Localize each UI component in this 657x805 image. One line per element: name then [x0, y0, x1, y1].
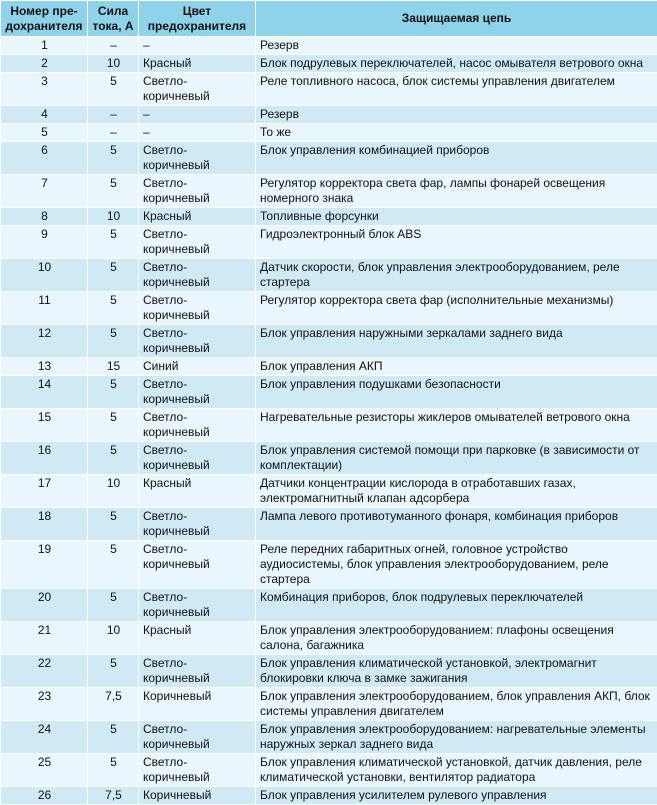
fuse-number-cell: 20 [1, 589, 88, 622]
fuse-number-cell: 1 [1, 37, 88, 55]
fuse-number-cell: 9 [1, 226, 88, 259]
current-cell: 10 [88, 55, 139, 73]
current-cell: 5 [88, 292, 139, 325]
fuse-color-cell: Светло-коричневый [139, 175, 256, 208]
fuse-color-cell: Светло-коричневый [139, 508, 256, 541]
table-row [1, 541, 657, 589]
fuse-color-cell: Светло-коричневый [139, 721, 256, 754]
current-cell: 15 [88, 358, 139, 376]
fuse-color-cell: Светло-коричневый [139, 325, 256, 358]
table-row [1, 508, 657, 541]
fuse-color-cell: Светло-коричневый [139, 226, 256, 259]
table-row [1, 37, 657, 55]
protected-circuit-cell: Датчики концентрации кислорода в отработавших газах, электромагнитный клапан адсорбера [256, 475, 657, 508]
current-cell: 5 [88, 442, 139, 475]
table-row [1, 721, 657, 754]
fuse-color-cell: – [139, 106, 256, 124]
current-cell: 5 [88, 754, 139, 787]
current-cell: 5 [88, 325, 139, 358]
protected-circuit-cell: Блок управления климатической установкой, электромагнит блокировки ключа в замке зажигания [256, 655, 657, 688]
fuse-number-cell: 23 [1, 688, 88, 721]
fuse-color-cell: Красный [139, 475, 256, 508]
current-cell: 10 [88, 622, 139, 655]
fuse-number-cell: 21 [1, 622, 88, 655]
fuse-number-cell: 3 [1, 73, 88, 106]
fuse-number-cell: 2 [1, 55, 88, 73]
table-row [1, 325, 657, 358]
protected-circuit-cell: Блок управления климатической установкой, датчик давления, реле климатической установки, вентилятор радиатора [256, 754, 657, 787]
protected-circuit-cell: Блок управления системой помощи при парковке (в зависимости от комплектации) [256, 442, 657, 475]
table-row [1, 106, 657, 124]
table-row [1, 589, 657, 622]
fuse-number-cell: 24 [1, 721, 88, 754]
current-cell: 5 [88, 589, 139, 622]
protected-circuit-cell: Гидроэлектронный блок ABS [256, 226, 657, 259]
table-row [1, 688, 657, 721]
current-cell: 10 [88, 475, 139, 508]
table-row [1, 655, 657, 688]
fuse-number-cell: 15 [1, 409, 88, 442]
fuse-color-cell: Коричневый [139, 688, 256, 721]
header-fuse-number-label: Номер пре- дохранителя [5, 4, 82, 33]
fuse-color-cell: Светло-коричневый [139, 73, 256, 106]
fuse-number-cell: 22 [1, 655, 88, 688]
fuse-number-cell: 12 [1, 325, 88, 358]
header-current-label: Сила тока, А [92, 4, 133, 33]
fuse-number-cell: 10 [1, 259, 88, 292]
protected-circuit-cell: Реле топливного насоса, блок системы управления двигателем [256, 73, 657, 106]
current-cell: 5 [88, 541, 139, 589]
current-cell: 7,5 [88, 787, 139, 805]
fuse-number-cell: 25 [1, 754, 88, 787]
table-row [1, 208, 657, 226]
current-cell: 7,5 [88, 688, 139, 721]
protected-circuit-cell: То же [256, 124, 657, 142]
header-current [88, 1, 139, 37]
fuse-color-cell: Светло-коричневый [139, 409, 256, 442]
protected-circuit-cell: Блок управления наружными зеркалами заднего вида [256, 325, 657, 358]
fuse-number-cell: 18 [1, 508, 88, 541]
fuse-color-cell: Светло-коричневый [139, 376, 256, 409]
fuse-color-cell: Коричневый [139, 787, 256, 805]
protected-circuit-cell: Резерв [256, 37, 657, 55]
fuse-number-cell: 4 [1, 106, 88, 124]
fuse-color-cell: Светло-коричневый [139, 589, 256, 622]
current-cell: 5 [88, 259, 139, 292]
protected-circuit-cell: Комбинация приборов, блок подрулевых переключателей [256, 589, 657, 622]
protected-circuit-cell: Блок подрулевых переключателей, насос омывателя ветрового окна [256, 55, 657, 73]
fuse-number-cell: 7 [1, 175, 88, 208]
fuse-number-cell: 8 [1, 208, 88, 226]
fuse-color-cell: Красный [139, 622, 256, 655]
fuse-color-cell: – [139, 124, 256, 142]
fuse-number-cell: 17 [1, 475, 88, 508]
current-cell: 5 [88, 73, 139, 106]
protected-circuit-cell: Блок управления электрооборудованием, блок управления АКП, блок системы управления двигателем [256, 688, 657, 721]
table-row [1, 55, 657, 73]
table-row [1, 442, 657, 475]
protected-circuit-cell: Блок управления АКП [256, 358, 657, 376]
current-cell: 5 [88, 655, 139, 688]
table-row [1, 292, 657, 325]
table-header-row [1, 1, 657, 37]
table-row [1, 124, 657, 142]
table-row [1, 376, 657, 409]
header-fuse-color-label: Цвет предохранителя [148, 4, 246, 33]
table-row [1, 175, 657, 208]
fuse-number-cell: 14 [1, 376, 88, 409]
protected-circuit-cell: Регулятор корректора света фар, лампы фонарей освещения номерного знака [256, 175, 657, 208]
current-cell: 5 [88, 409, 139, 442]
fuse-number-cell: 5 [1, 124, 88, 142]
fuse-color-cell: Светло-коричневый [139, 754, 256, 787]
fuse-number-cell: 26 [1, 787, 88, 805]
table-row [1, 754, 657, 787]
table-row [1, 73, 657, 106]
header-protected-circuit-label: Защищаемая цепь [402, 11, 512, 25]
protected-circuit-cell: Датчик скорости, блок управления электрооборудованием, реле стартера [256, 259, 657, 292]
protected-circuit-cell: Блок управления комбинацией приборов [256, 142, 657, 175]
current-cell: 5 [88, 175, 139, 208]
protected-circuit-cell: Лампа левого противотуманного фонаря, комбинация приборов [256, 508, 657, 541]
current-cell: 5 [88, 721, 139, 754]
table-row [1, 259, 657, 292]
fuse-table-body [1, 37, 657, 805]
fuse-color-cell: – [139, 37, 256, 55]
table-row [1, 226, 657, 259]
header-fuse-color [139, 1, 256, 37]
table-row [1, 787, 657, 805]
protected-circuit-cell: Топливные форсунки [256, 208, 657, 226]
fuse-color-cell: Светло-коричневый [139, 541, 256, 589]
current-cell: 5 [88, 142, 139, 175]
table-row [1, 475, 657, 508]
fuse-color-cell: Светло-коричневый [139, 292, 256, 325]
current-cell: – [88, 37, 139, 55]
fuse-color-cell: Светло-коричневый [139, 142, 256, 175]
fuse-number-cell: 16 [1, 442, 88, 475]
protected-circuit-cell: Блок управления электрооборудованием: нагревательные элементы наружных зеркал заднего вида [256, 721, 657, 754]
protected-circuit-cell: Блок управления электрооборудованием: плафоны освещения салона, багажника [256, 622, 657, 655]
current-cell: – [88, 106, 139, 124]
table-row [1, 358, 657, 376]
fuse-color-cell: Светло-коричневый [139, 259, 256, 292]
table-row [1, 409, 657, 442]
current-cell: 5 [88, 508, 139, 541]
current-cell: 10 [88, 208, 139, 226]
protected-circuit-cell: Реле передних габаритных огней, головное устройство аудиосистемы, блок управления электрооборудованием, реле стартера [256, 541, 657, 589]
fuse-number-cell: 6 [1, 142, 88, 175]
header-fuse-number [1, 1, 88, 37]
protected-circuit-cell: Блок управления усилителем рулевого управления [256, 787, 657, 805]
protected-circuit-cell: Нагревательные резисторы жиклеров омывателей ветрового окна [256, 409, 657, 442]
fuse-color-cell: Красный [139, 55, 256, 73]
table-row [1, 622, 657, 655]
header-protected-circuit [256, 1, 657, 37]
protected-circuit-cell: Регулятор корректора света фар (исполнительные механизмы) [256, 292, 657, 325]
fuse-color-cell: Красный [139, 208, 256, 226]
current-cell: 5 [88, 226, 139, 259]
fuse-color-cell: Светло-коричневый [139, 655, 256, 688]
fuse-color-cell: Синий [139, 358, 256, 376]
fuse-number-cell: 11 [1, 292, 88, 325]
fuse-number-cell: 19 [1, 541, 88, 589]
fuse-number-cell: 13 [1, 358, 88, 376]
current-cell: 5 [88, 376, 139, 409]
current-cell: – [88, 124, 139, 142]
table-row [1, 142, 657, 175]
protected-circuit-cell: Блок управления подушками безопасности [256, 376, 657, 409]
fuse-color-cell: Светло-коричневый [139, 442, 256, 475]
protected-circuit-cell: Резерв [256, 106, 657, 124]
